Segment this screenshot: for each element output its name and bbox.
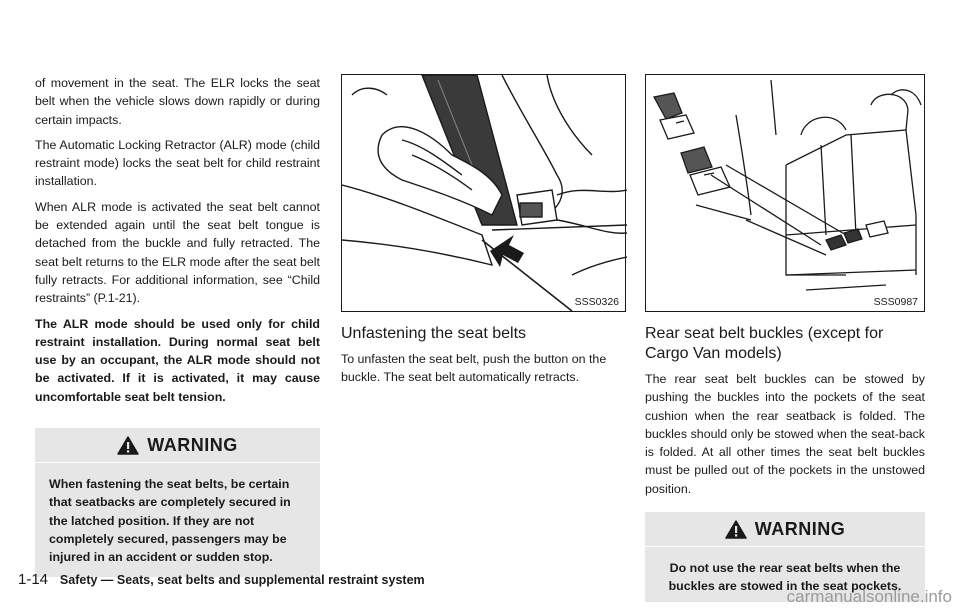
chapter-title: Safety — Seats, seat belts and supplemental restraint system xyxy=(59,573,425,587)
figure-code: SSS0987 xyxy=(873,296,918,308)
figure-rear-buckles xyxy=(645,74,925,312)
warning-triangle-icon xyxy=(117,436,139,455)
paragraph-rear-buckles: The rear seat belt buckles can be stowed by pushing the buckles into the pockets of the seat cushion when the rear seatback is folded. The buckles should only be stowed when the seat-back is folded. At all other times the seat belt buckles must be pulled out of the pockets in the unstowed position. xyxy=(645,372,925,496)
figure-unfastening-belt xyxy=(341,74,626,312)
paragraph-unfasten: To unfasten the seat belt, push the button on the buckle. The seat belt automatically retracts. xyxy=(341,352,607,385)
column-middle xyxy=(341,74,626,394)
section-heading: Unfastening the seat belts xyxy=(341,325,527,342)
warning-text: Do not use the rear seat belts when the buckles are stowed in the seat pockets. xyxy=(645,546,925,602)
paragraph-alr-bold: The ALR mode should be used only for child restraint installation. During normal seat belt use by an occupant, the ALR mode should not be activated. If it is activated, it may cause uncomfortable seat belt tension. xyxy=(35,316,320,404)
figure-code: SSS0326 xyxy=(574,296,619,308)
seat-belt-buckle-illustration xyxy=(342,75,627,311)
paragraph-alr: The Automatic Locking Retractor (ALR) mode (child restraint mode) locks the seat belt for child restraint installation. xyxy=(35,137,320,189)
page-footer xyxy=(18,571,425,588)
watermark: carmanualsonline.info xyxy=(786,587,952,606)
paragraph-alr-activated: When ALR mode is activated the seat belt cannot be extended again until the seat belt tongue is detached from the buckle and fully retracted. The seat belt returns to the ELR mode after the seat belt fully retracts. For additional information, see “Child restraints” (P.1-21). xyxy=(35,199,320,306)
warning-text: When fastening the seat belts, be certain that seatbacks are completely secured in the latched position. If they are not completely secured, passengers may be injured in an accident or sudden stop. xyxy=(35,462,320,576)
column-left xyxy=(35,74,320,577)
warning-box xyxy=(35,428,320,576)
rear-seat-illustration xyxy=(646,75,926,311)
warning-header xyxy=(645,512,925,546)
warning-triangle-icon xyxy=(725,520,747,539)
page-number: 1-14 xyxy=(18,571,49,588)
column-right xyxy=(645,74,925,602)
warning-title: WARNING xyxy=(754,518,846,539)
paragraph-elr: of movement in the seat. The ELR locks the seat belt when the vehicle slows down rapidly or during certain impacts. xyxy=(35,76,320,127)
warning-title: WARNING xyxy=(147,434,238,455)
warning-header xyxy=(35,428,320,462)
section-heading: Rear seat belt buckles (except for Cargo Van models) xyxy=(645,325,884,362)
